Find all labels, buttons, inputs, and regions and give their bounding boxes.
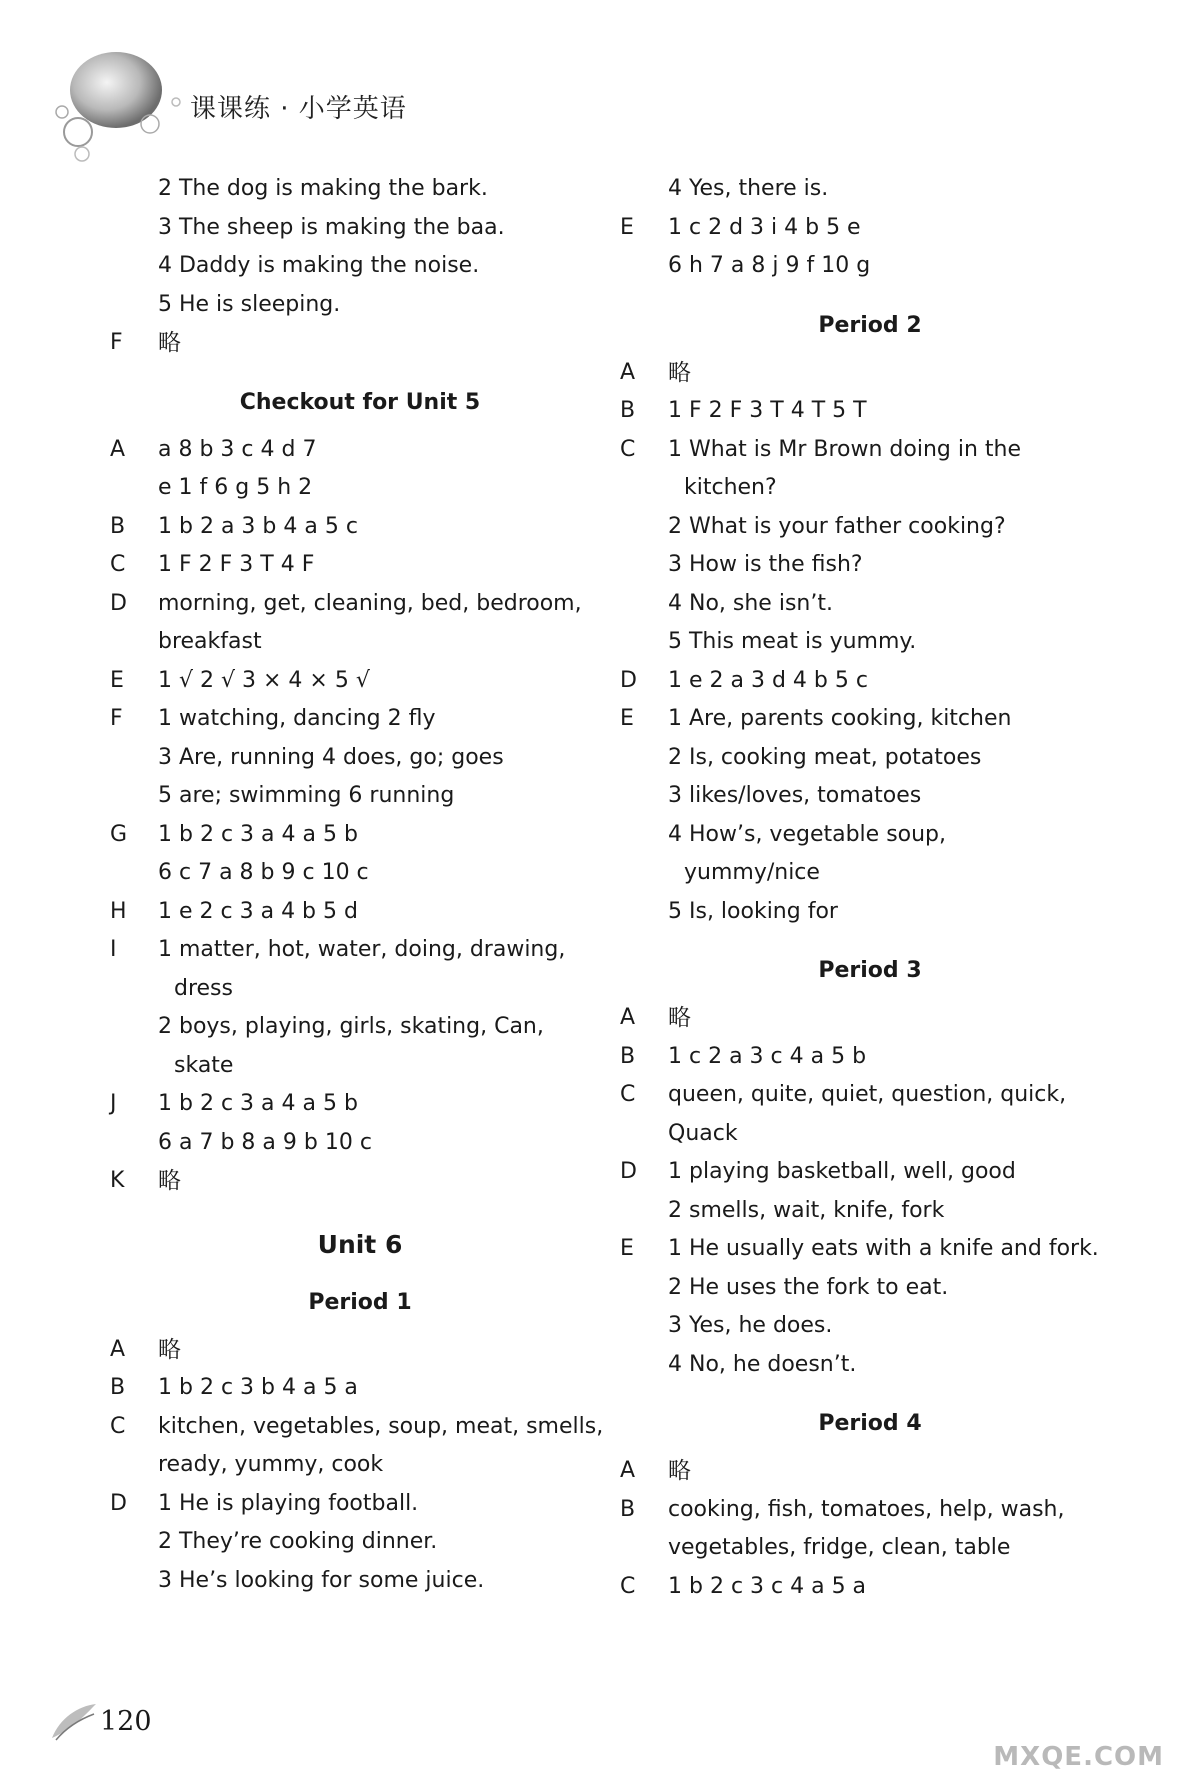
- answer-line: [620, 469, 1120, 508]
- answer-text: 1 playing basketball, well, good: [668, 1159, 1016, 1184]
- answer-line: [620, 623, 1120, 662]
- answer-line: [620, 854, 1120, 893]
- answer-text: 4 Yes, there is.: [668, 176, 829, 201]
- question-label: A: [620, 1458, 636, 1483]
- answer-line: [110, 209, 610, 248]
- question-label: C: [110, 552, 126, 577]
- answer-text: 1 He is playing football.: [158, 1490, 419, 1516]
- answer-text: 4 No, she isn’t.: [668, 590, 833, 616]
- answer-line: [110, 1369, 610, 1408]
- question-label: D: [110, 590, 127, 616]
- answer-text: yummy/nice: [684, 860, 820, 885]
- answer-line: [110, 431, 610, 470]
- answer-line: [110, 1008, 610, 1047]
- answer-line: [110, 739, 610, 778]
- answer-text: 1 c 2 a 3 c 4 a 5 b: [668, 1043, 867, 1069]
- answer-line: [110, 324, 610, 363]
- answer-text: 2 What is your father cooking?: [668, 513, 1006, 539]
- answer-text: 5 He is sleeping.: [158, 291, 341, 317]
- answer-text: queen, quite, quiet, question, quick,: [668, 1082, 1067, 1107]
- section-heading: Period 2: [818, 312, 922, 338]
- answer-line: [110, 1124, 610, 1163]
- answer-text: 3 How is the fish?: [668, 552, 863, 577]
- answer-text: 6 c 7 a 8 b 9 c 10 c: [158, 860, 369, 885]
- answer-line: [620, 1038, 1120, 1077]
- section-heading: Period 1: [308, 1289, 412, 1315]
- leaf-icon: [48, 1700, 98, 1744]
- answer-line: [620, 170, 1120, 209]
- answer-line: [110, 585, 610, 624]
- right-column: [620, 170, 1120, 1606]
- answer-line: [110, 816, 610, 855]
- answer-line: [620, 999, 1120, 1038]
- answer-text: 1 c 2 d 3 i 4 b 5 e: [668, 214, 861, 240]
- answer-line: [620, 1230, 1120, 1269]
- answer-text: 3 The sheep is making the baa.: [158, 214, 505, 240]
- answer-line: [110, 1562, 610, 1601]
- book-title: 课课练 · 小学英语: [190, 94, 407, 124]
- answer-text: 1 watching, dancing 2 fly: [158, 706, 436, 731]
- answer-line: [620, 1307, 1120, 1346]
- page-number: 120: [100, 1706, 152, 1737]
- answer-line: [110, 170, 610, 209]
- answer-line: [620, 354, 1120, 393]
- answer-line: [620, 662, 1120, 701]
- answer-text: 4 How’s, vegetable soup,: [668, 821, 947, 847]
- question-label: E: [620, 706, 634, 731]
- question-label: E: [110, 667, 124, 693]
- answer-text: 1 b 2 c 3 c 4 a 5 a: [668, 1573, 867, 1599]
- answer-text: 2 Is, cooking meat, potatoes: [668, 744, 982, 770]
- answer-text: 4 No, he doesn’t.: [668, 1351, 857, 1377]
- answer-line: [110, 1331, 610, 1370]
- answer-line: [620, 777, 1120, 816]
- answer-text: 5 are; swimming 6 running: [158, 783, 455, 808]
- answer-line: [620, 546, 1120, 585]
- answer-text: vegetables, fridge, clean, table: [668, 1535, 1011, 1560]
- answer-text: 略: [158, 330, 181, 356]
- answer-text: 1 Are, parents cooking, kitchen: [668, 706, 1012, 731]
- question-label: B: [110, 513, 126, 539]
- question-label: C: [620, 1573, 636, 1599]
- section-heading: Period 4: [818, 1411, 922, 1436]
- answer-text: 1 b 2 c 3 a 4 a 5 b: [158, 821, 358, 847]
- page-header: [40, 40, 600, 170]
- answer-line: [110, 931, 610, 970]
- question-label: F: [110, 706, 123, 731]
- answer-line: [110, 777, 610, 816]
- answer-text: 1 He usually eats with a knife and fork.: [668, 1236, 1099, 1261]
- answer-line: [110, 854, 610, 893]
- answer-text: 6 h 7 a 8 j 9 f 10 g: [668, 253, 871, 278]
- answer-line: [620, 1529, 1120, 1568]
- question-label: G: [110, 821, 128, 847]
- question-label: B: [620, 1496, 636, 1522]
- answer-line: [110, 1446, 610, 1485]
- answer-text: breakfast: [158, 629, 262, 654]
- answer-text: morning, get, cleaning, bed, bedroom,: [158, 590, 582, 616]
- answer-line: [110, 286, 610, 325]
- answer-line: [620, 508, 1120, 547]
- answer-line: [110, 700, 610, 739]
- answer-text: 2 The dog is making the bark.: [158, 176, 488, 201]
- answer-text: 6 a 7 b 8 a 9 b 10 c: [158, 1129, 372, 1155]
- answer-line: [110, 1408, 610, 1447]
- question-label: J: [110, 1091, 117, 1116]
- answer-text: 4 Daddy is making the noise.: [158, 253, 480, 278]
- answer-text: 2 boys, playing, girls, skating, Can,: [158, 1014, 544, 1039]
- answer-text: 略: [668, 1005, 691, 1031]
- answer-line: [110, 546, 610, 585]
- question-label: D: [620, 1159, 637, 1184]
- question-label: E: [620, 1236, 634, 1261]
- question-label: B: [620, 398, 636, 423]
- answer-text: 2 He uses the fork to eat.: [668, 1274, 949, 1300]
- question-label: D: [110, 1490, 127, 1516]
- answer-line: [110, 1085, 610, 1124]
- answer-text: 略: [158, 1336, 181, 1363]
- watermark: MXQE.COM: [993, 1742, 1164, 1772]
- question-label: A: [110, 1336, 126, 1362]
- question-label: C: [620, 436, 636, 462]
- answer-text: 3 likes/loves, tomatoes: [668, 783, 922, 808]
- answer-line: [110, 893, 610, 932]
- page-footer: [48, 1700, 152, 1750]
- answer-text: 1 b 2 a 3 b 4 a 5 c: [158, 513, 358, 539]
- answer-line: [620, 1491, 1120, 1530]
- answer-text: 略: [158, 1168, 181, 1194]
- answer-text: 1 √ 2 √ 3 × 4 × 5 √: [158, 667, 370, 693]
- question-label: H: [110, 898, 127, 924]
- answer-text: ready, yummy, cook: [158, 1452, 384, 1477]
- answer-line: [620, 209, 1120, 248]
- answer-line: [110, 970, 610, 1009]
- answer-text: kitchen?: [684, 475, 777, 500]
- answer-text: a 8 b 3 c 4 d 7: [158, 436, 317, 462]
- answer-text: 3 Are, running 4 does, go; goes: [158, 744, 504, 770]
- question-label: I: [110, 937, 117, 962]
- answer-text: 3 He’s looking for some juice.: [158, 1567, 485, 1593]
- question-label: A: [110, 436, 126, 462]
- answer-line: [620, 1452, 1120, 1491]
- answer-line: [110, 247, 610, 286]
- answer-text: kitchen, vegetables, soup, meat, smells,: [158, 1413, 604, 1439]
- answer-line: [110, 1485, 610, 1524]
- answer-text: 3 Yes, he does.: [668, 1313, 833, 1338]
- question-label: D: [620, 667, 637, 693]
- answer-text: 2 smells, wait, knife, fork: [668, 1197, 945, 1223]
- answer-line: [110, 508, 610, 547]
- answer-line: [620, 893, 1120, 932]
- answer-text: 1 F 2 F 3 T 4 T 5 T: [668, 398, 867, 423]
- answer-line: [620, 247, 1120, 286]
- answer-line: [620, 1153, 1120, 1192]
- answer-text: Quack: [668, 1120, 738, 1146]
- answer-text: skate: [174, 1052, 234, 1078]
- section-heading: Checkout for Unit 5: [239, 389, 481, 415]
- answer-line: [620, 1568, 1120, 1607]
- moon-logo-icon: [48, 50, 188, 170]
- left-column: [110, 170, 610, 1600]
- question-label: B: [620, 1043, 636, 1069]
- answer-text: dress: [174, 975, 233, 1001]
- answer-text: 2 They’re cooking dinner.: [158, 1529, 438, 1554]
- question-label: B: [110, 1375, 126, 1400]
- answer-text: 1 b 2 c 3 a 4 a 5 b: [158, 1091, 358, 1116]
- answer-line: [110, 1047, 610, 1086]
- question-label: A: [620, 359, 636, 385]
- answer-line: [620, 431, 1120, 470]
- question-label: K: [110, 1168, 125, 1193]
- answer-text: 1 matter, hot, water, doing, drawing,: [158, 937, 566, 962]
- answer-line: [620, 816, 1120, 855]
- answer-text: 1 F 2 F 3 T 4 F: [158, 552, 315, 577]
- answer-line: [620, 1115, 1120, 1154]
- answer-text: 5 This meat is yummy.: [668, 629, 917, 654]
- question-label: F: [110, 330, 123, 355]
- answer-text: 1 e 2 a 3 d 4 b 5 c: [668, 667, 868, 693]
- answer-line: [620, 700, 1120, 739]
- question-label: C: [110, 1413, 126, 1439]
- answer-text: 1 e 2 c 3 a 4 b 5 d: [158, 898, 358, 924]
- answer-text: 略: [668, 1458, 691, 1484]
- answer-line: [620, 1346, 1120, 1385]
- question-label: C: [620, 1082, 636, 1107]
- answer-text: 5 Is, looking for: [668, 898, 838, 924]
- section-heading: Period 3: [818, 958, 922, 983]
- answer-line: [110, 1162, 610, 1201]
- section-heading: Unit 6: [317, 1229, 403, 1259]
- answer-text: e 1 f 6 g 5 h 2: [158, 475, 313, 500]
- answer-text: 1 What is Mr Brown doing in the: [668, 436, 1022, 462]
- answer-text: 1 b 2 c 3 b 4 a 5 a: [158, 1375, 358, 1400]
- question-label: E: [620, 214, 634, 240]
- answer-line: [110, 1523, 610, 1562]
- answer-text: 略: [668, 359, 691, 386]
- answer-line: [620, 1269, 1120, 1308]
- answer-line: [110, 623, 610, 662]
- answer-line: [620, 1192, 1120, 1231]
- answer-line: [620, 739, 1120, 778]
- question-label: A: [620, 1005, 636, 1030]
- answer-text: cooking, fish, tomatoes, help, wash,: [668, 1496, 1065, 1522]
- answer-line: [620, 585, 1120, 624]
- answer-line: [620, 1076, 1120, 1115]
- answer-line: [620, 392, 1120, 431]
- answer-line: [110, 662, 610, 701]
- answer-line: [110, 469, 610, 508]
